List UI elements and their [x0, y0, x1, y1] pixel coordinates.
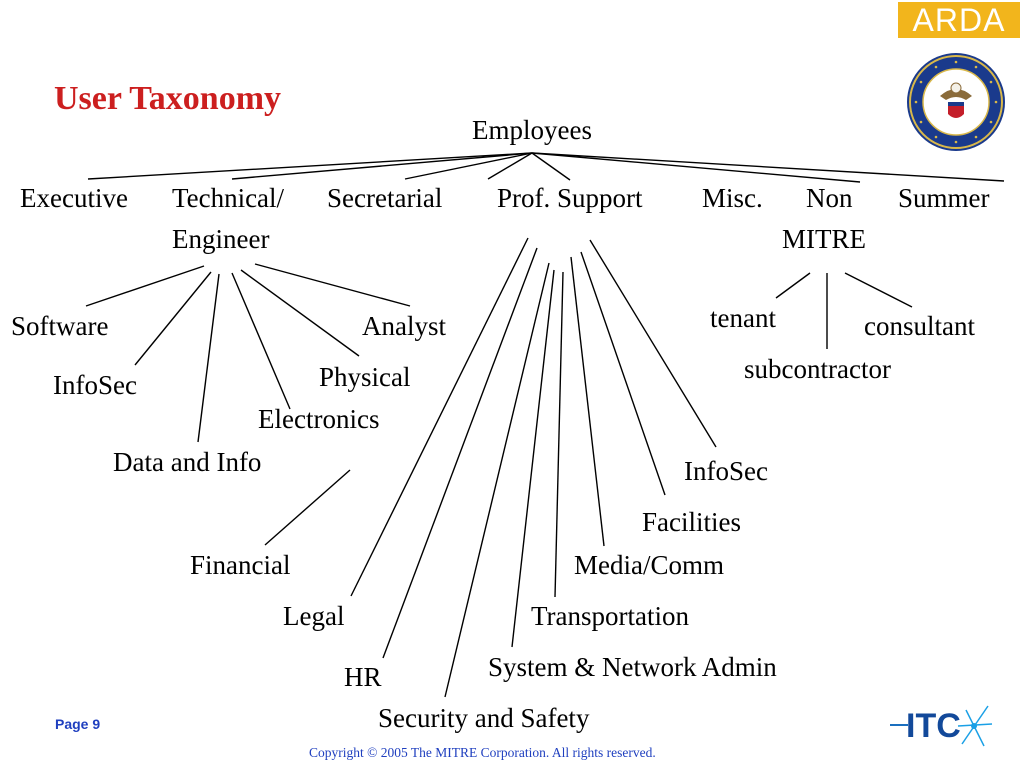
edge-technical-analyst — [255, 264, 410, 306]
edge-root-technical — [232, 153, 532, 179]
prof-infosec: InfoSec — [684, 456, 768, 486]
prof-hr: HR — [344, 662, 382, 692]
category-non-mitre-line2: MITRE — [782, 224, 866, 254]
edge-nonmitre-tenant — [776, 273, 810, 298]
category-prof-support: Prof. Support — [497, 183, 643, 213]
category-non-mitre-line1: Non — [806, 183, 853, 213]
edge-prof-infosec — [590, 240, 716, 447]
seal-icon — [906, 52, 1006, 152]
technical-software: Software — [11, 311, 109, 341]
edge-technical-physical — [241, 270, 359, 356]
edge-nonmitre-consultant — [845, 273, 912, 307]
category-technical-line1: Technical/ — [172, 183, 285, 213]
prof-financial: Financial — [190, 550, 291, 580]
edge-prof-sysadmin — [512, 270, 554, 647]
prof-legal: Legal — [283, 601, 345, 631]
technical-analyst: Analyst — [362, 311, 446, 341]
edge-root-summer — [532, 153, 1004, 181]
technical-infosec: InfoSec — [53, 370, 137, 400]
technical-physical: Physical — [319, 362, 411, 392]
category-misc: Misc. — [702, 183, 763, 213]
prof-media-comm: Media/Comm — [574, 550, 724, 580]
copyright-notice: Copyright © 2005 The MITRE Corporation. All rights reserved. — [309, 745, 656, 760]
itc-logo — [888, 698, 998, 754]
nonmitre-consultant: consultant — [864, 311, 975, 341]
page-title: User Taxonomy — [54, 80, 282, 117]
edge-technical-electronics — [232, 273, 290, 409]
prof-transportation: Transportation — [531, 601, 690, 631]
category-executive: Executive — [20, 183, 128, 213]
root-node: Employees — [472, 115, 592, 145]
edge-technical-data-info — [198, 274, 219, 442]
category-secretarial: Secretarial — [327, 183, 443, 213]
arda-logo-text: ARDA — [912, 1, 1006, 38]
itc-logo-text: ITC — [906, 707, 961, 745]
prof-security-safety: Security and Safety — [378, 703, 590, 733]
edge-root-misc — [532, 153, 570, 180]
edge-root-non-mitre — [532, 153, 860, 182]
nonmitre-tenant: tenant — [710, 303, 776, 333]
category-technical-line2: Engineer — [172, 224, 270, 254]
arda-logo — [898, 2, 1020, 38]
edge-prof-hr — [383, 248, 537, 658]
nonmitre-subcontractor: subcontractor — [744, 354, 891, 384]
category-summer: Summer — [898, 183, 990, 213]
edge-prof-financial — [265, 470, 350, 545]
edge-prof-media — [571, 257, 604, 546]
page-number: Page 9 — [55, 716, 101, 732]
technical-data-info: Data and Info — [113, 447, 262, 477]
prof-facilities: Facilities — [642, 507, 741, 537]
prof-system-network-admin: System & Network Admin — [488, 652, 777, 682]
edge-prof-security — [445, 263, 549, 697]
edge-prof-transport — [555, 272, 563, 597]
technical-electronics: Electronics — [258, 404, 380, 434]
edge-technical-software — [86, 266, 204, 306]
